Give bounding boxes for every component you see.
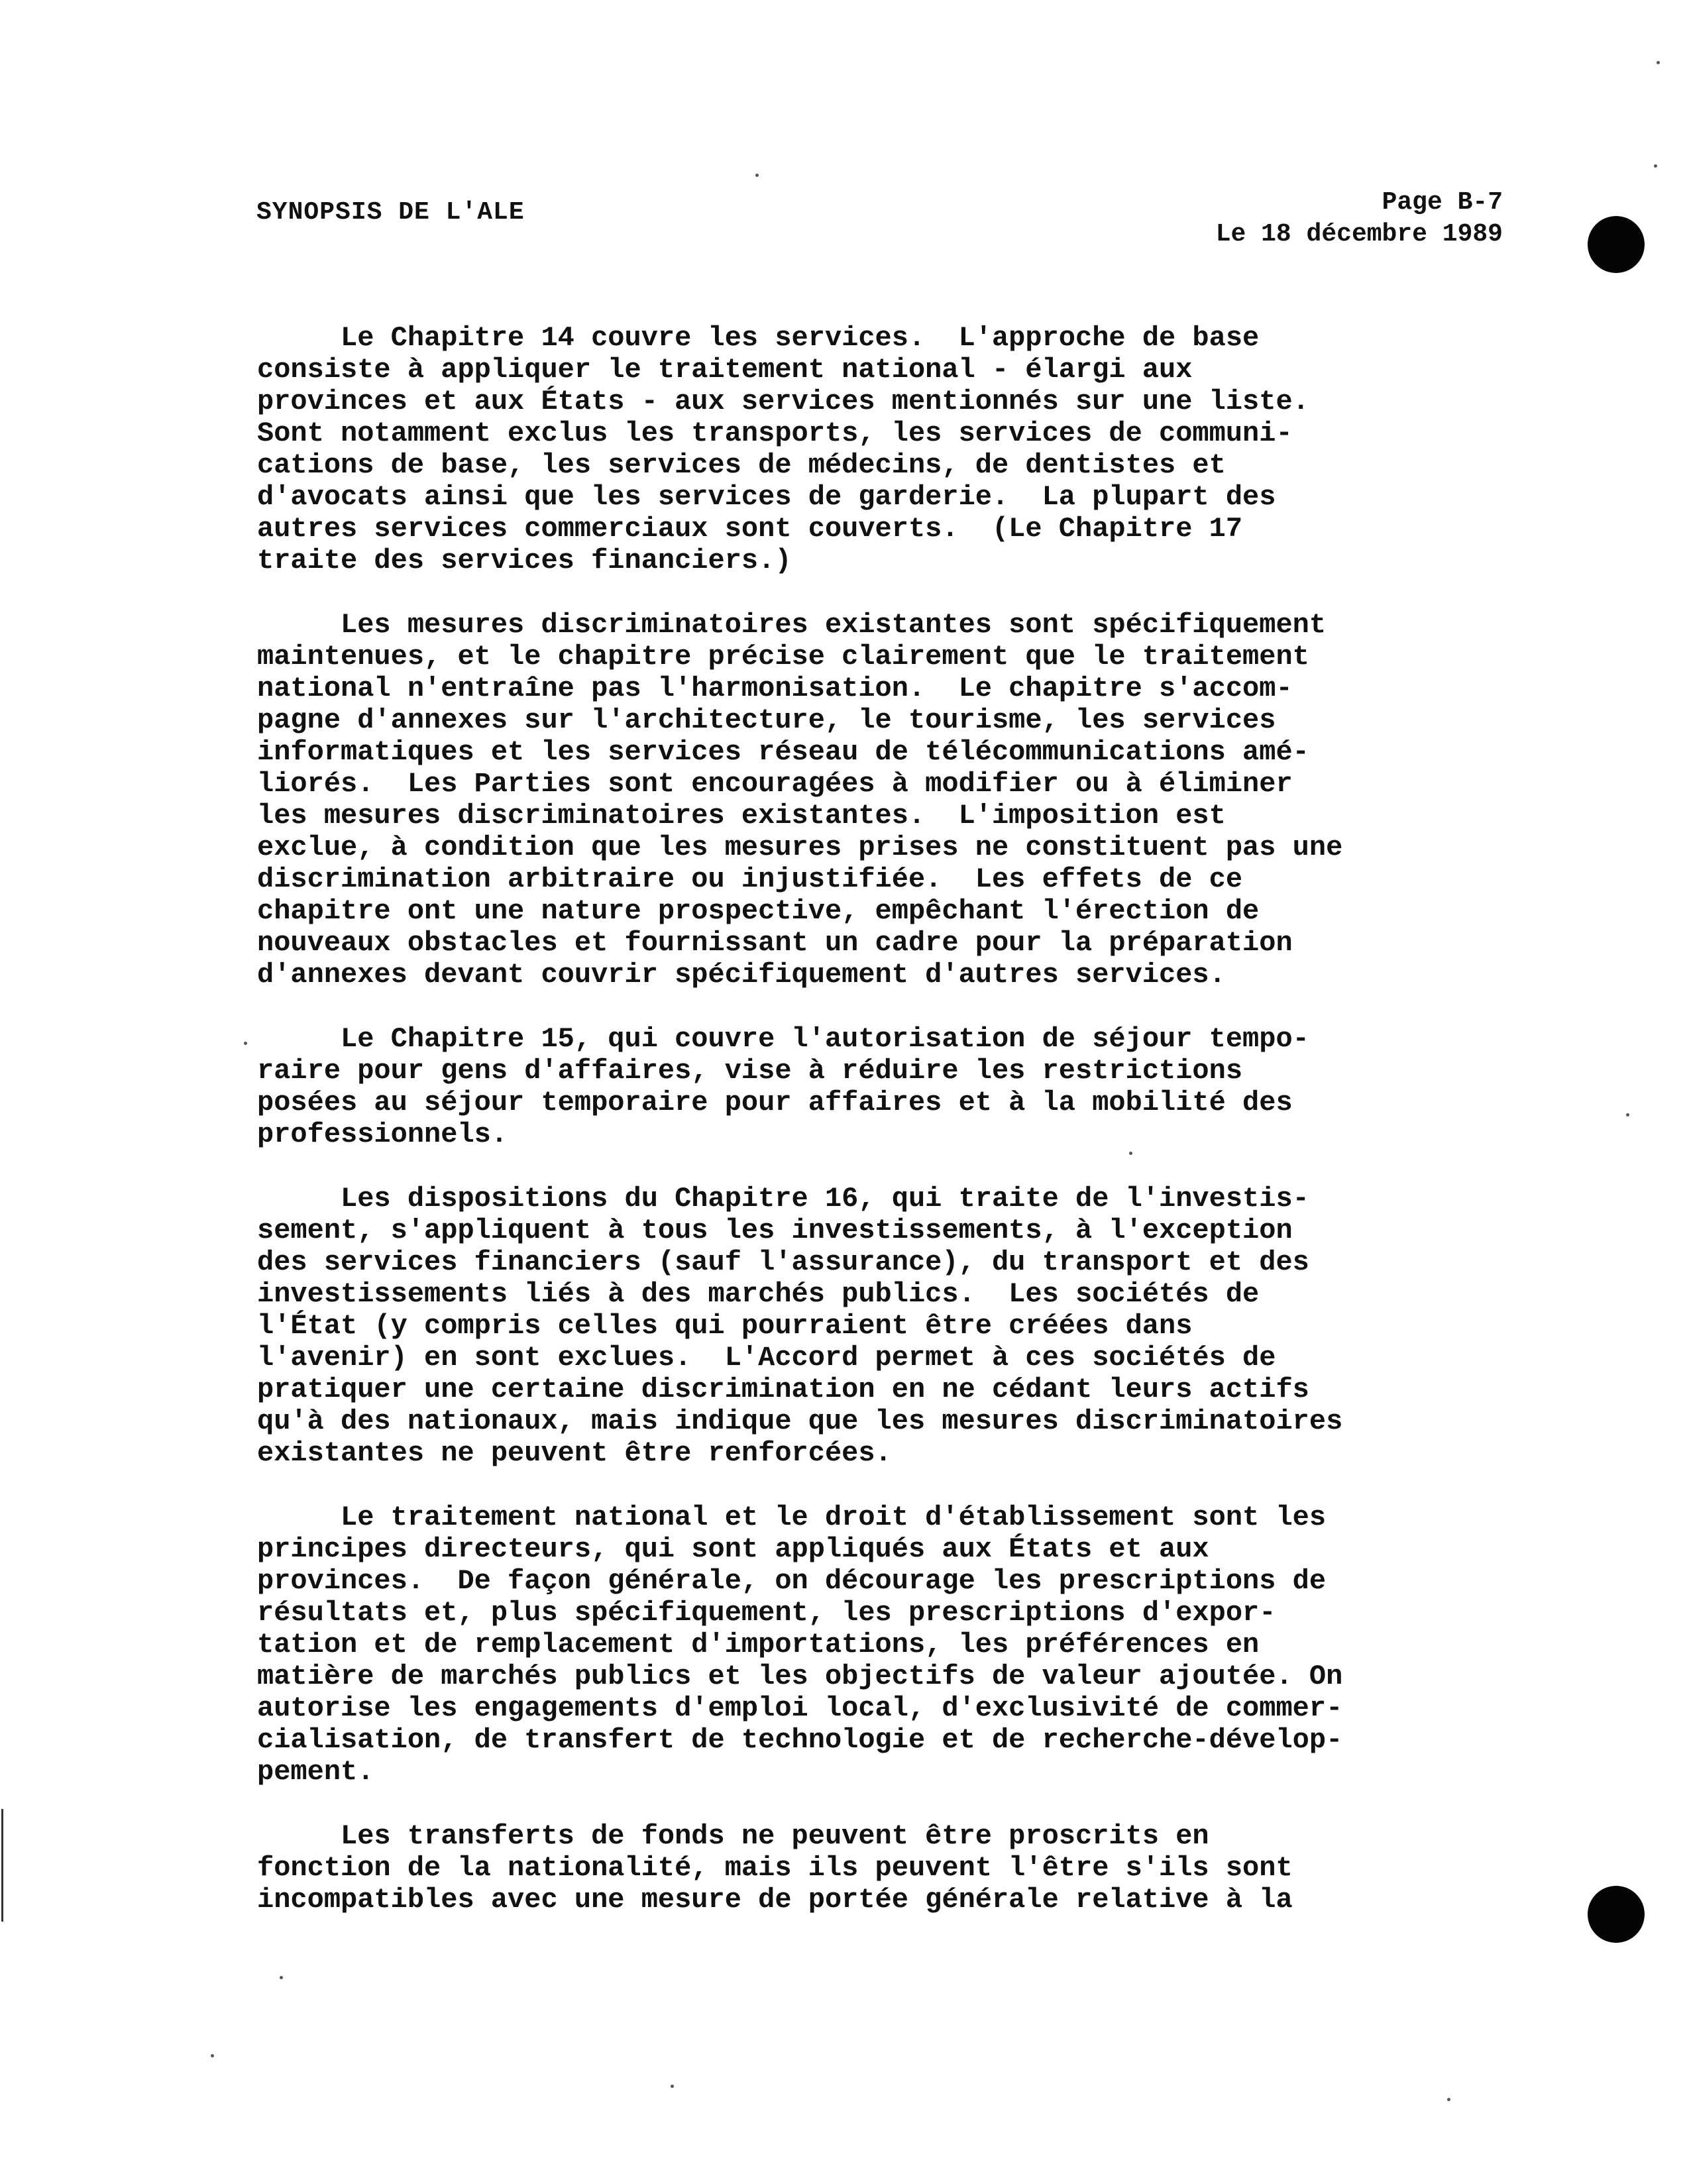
text-line: matière de marchés publics et les objectifs de valeur ajoutée. On — [257, 1661, 1343, 1692]
text-line: cations de base, les services de médecins, de dentistes et — [257, 449, 1226, 481]
text-line: pratiquer une certaine discrimination en ne cédant leurs actifs — [257, 1374, 1309, 1405]
scan-speck — [280, 1976, 283, 1979]
paragraph-national-treatment — [257, 1502, 1519, 1788]
text-line: principes directeurs, qui sont appliqués aux États et aux — [257, 1533, 1209, 1565]
scan-speck — [1447, 2098, 1450, 2101]
text-line: résultats et, plus spécifiquement, les prescriptions d'expor- — [257, 1597, 1276, 1629]
scan-edge-mark — [1, 1809, 3, 1922]
text-line: provinces et aux États - aux services mentionnés sur une liste. — [257, 386, 1309, 417]
scan-speck — [755, 174, 759, 177]
text-line: sement, s'appliquent à tous les investissements, à l'exception — [257, 1215, 1293, 1246]
text-line: l'État (y compris celles qui pourraient être créées dans — [257, 1310, 1193, 1342]
text-line: informatiques et les services réseau de télécommunications amé- — [257, 736, 1309, 768]
text-line: d'avocats ainsi que les services de garderie. La plupart des — [257, 481, 1276, 513]
scan-speck — [671, 2085, 674, 2088]
text-line: liorés. Les Parties sont encouragées à modifier ou à éliminer — [257, 768, 1293, 800]
text-line: l'avenir) en sont exclues. L'Accord permet à ces sociétés de — [257, 1342, 1276, 1374]
text-line: traite des services financiers.) — [257, 545, 792, 576]
text-line: raire pour gens d'affaires, vise à réduire les restrictions — [257, 1055, 1243, 1087]
paragraph-fund-transfers — [257, 1820, 1519, 1916]
text-line: consiste à appliquer le traitement national - élargi aux — [257, 354, 1193, 386]
body-text — [257, 322, 1519, 1948]
text-line: les mesures discriminatoires existantes. L'imposition est — [257, 800, 1226, 832]
text-line: tation et de remplacement d'importations, les préférences en — [257, 1629, 1260, 1661]
paragraph-investment — [257, 1183, 1519, 1469]
text-line: Sont notamment exclus les transports, les services de communi- — [257, 417, 1293, 449]
text-line: Le Chapitre 15, qui couvre l'autorisation de séjour tempo- — [257, 1023, 1309, 1055]
text-line: incompatibles avec une mesure de portée générale relative à la — [257, 1884, 1293, 1916]
page-header-right — [1216, 187, 1503, 250]
text-line: Les mesures discriminatoires existantes sont spécifiquement — [257, 609, 1327, 641]
text-line: fonction de la nationalité, mais ils peuvent l'être s'ils sont — [257, 1852, 1293, 1884]
scan-speck — [1657, 61, 1660, 64]
scan-speck — [211, 2054, 214, 2057]
text-line: national n'entraîne pas l'harmonisation. Le chapitre s'accom- — [257, 673, 1293, 704]
text-line: discrimination arbitraire ou injustifiée. Les effets de ce — [257, 863, 1243, 895]
text-line: nouveaux obstacles et fournissant un cadre pour la préparation — [257, 927, 1293, 959]
text-line: autorise les engagements d'emploi local, d'exclusivité de commer- — [257, 1692, 1343, 1724]
text-line: provinces. De façon générale, on décourage les prescriptions de — [257, 1565, 1327, 1597]
binder-hole-bottom — [1588, 1886, 1645, 1943]
text-line: d'annexes devant couvrir spécifiquement d'autres services. — [257, 959, 1226, 991]
paragraph-discriminatory-measures — [257, 609, 1519, 991]
text-line: des services financiers (sauf l'assurance), du transport et des — [257, 1246, 1309, 1278]
document-title: SYNOPSIS DE L'ALE — [256, 198, 525, 227]
text-line: exclue, à condition que les mesures prises ne constituent pas une — [257, 832, 1343, 863]
text-line: pement. — [257, 1756, 374, 1788]
text-line: Les transferts de fonds ne peuvent être proscrits en — [257, 1820, 1209, 1852]
text-line: qu'à des nationaux, mais indique que les mesures discriminatoires — [257, 1405, 1343, 1437]
scan-speck — [1626, 1113, 1629, 1117]
page-number: Page B-7 — [1382, 188, 1503, 217]
text-line: cialisation, de transfert de technologie et de recherche-dévelop- — [257, 1724, 1343, 1756]
text-line: posées au séjour temporaire pour affaires et à la mobilité des — [257, 1087, 1293, 1119]
text-line: professionnels. — [257, 1119, 508, 1150]
text-line: chapitre ont une nature prospective, empêchant l'érection de — [257, 895, 1260, 927]
scan-speck — [1654, 164, 1657, 168]
text-line: existantes ne peuvent être renforcées. — [257, 1437, 892, 1469]
text-line: investissements liés à des marchés publics. Les sociétés de — [257, 1278, 1260, 1310]
text-line: maintenues, et le chapitre précise clairement que le traitement — [257, 641, 1309, 673]
text-line: autres services commerciaux sont couverts. (Le Chapitre 17 — [257, 513, 1243, 545]
text-line: Le Chapitre 14 couvre les services. L'approche de base — [257, 322, 1260, 354]
text-line: Le traitement national et le droit d'établissement sont les — [257, 1502, 1327, 1533]
paragraph-services — [257, 322, 1519, 576]
document-date: Le 18 décembre 1989 — [1215, 220, 1503, 248]
paragraph-temporary-entry — [257, 1023, 1519, 1150]
binder-hole-top — [1588, 216, 1645, 273]
text-line: pagne d'annexes sur l'architecture, le tourisme, les services — [257, 704, 1276, 736]
scan-speck — [244, 1042, 247, 1045]
text-line: Les dispositions du Chapitre 16, qui traite de l'investis- — [257, 1183, 1309, 1215]
